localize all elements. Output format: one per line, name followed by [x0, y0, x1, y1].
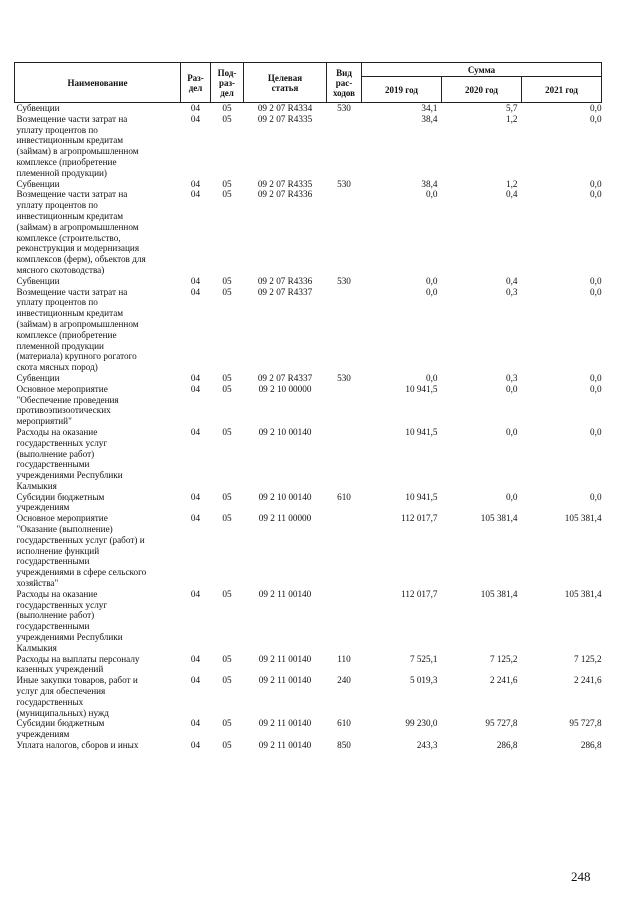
row-vid — [327, 287, 362, 373]
row-razdel: 04 — [190, 178, 201, 189]
row-podrazdel: 05 — [222, 675, 232, 686]
row-podrazdel: 05 — [222, 189, 232, 200]
row-sum-2020: 0,4 — [506, 189, 518, 200]
row-podrazdel: 05 — [222, 588, 232, 599]
row-razdel: 04 — [190, 113, 201, 124]
header-name: Наименование — [15, 63, 181, 103]
table-row — [15, 384, 602, 427]
row-sum-2020: 95 727,8 — [485, 718, 518, 729]
row-podrazdel: 05 — [222, 103, 232, 113]
table-row — [15, 103, 602, 114]
row-vid — [327, 384, 362, 427]
row-vid: 610 — [337, 718, 351, 729]
row-sum-2021: 0,0 — [590, 491, 602, 502]
row-sum-2021: 0,0 — [590, 113, 602, 124]
row-sum-2020: 0,3 — [506, 286, 518, 297]
row-vid: 530 — [337, 103, 351, 113]
row-razdel: 04 — [190, 653, 201, 664]
row-vid: 530 — [337, 372, 351, 383]
row-sum-2019: 0,0 — [426, 275, 438, 286]
header-2019: 2019 год — [362, 77, 442, 103]
row-target: 09 2 07 R4337 — [257, 372, 313, 383]
table-row — [15, 373, 602, 384]
row-sum-2019: 5 019,3 — [409, 675, 438, 686]
row-sum-2021: 0,0 — [590, 372, 602, 383]
row-vid: 610 — [337, 491, 351, 502]
row-vid — [327, 513, 362, 589]
table-row — [15, 427, 602, 492]
row-podrazdel: 05 — [222, 491, 232, 502]
header-2020: 2020 год — [442, 77, 522, 103]
row-target: 09 2 07 R4336 — [257, 275, 313, 286]
row-name: Возмещение части затрат на уплату процентов по инвестиционным кредитам (займам) в агропромышленном комплексе (приобретение племенной продукции (материала) крупного рогатого скота мясных пород) — [16, 286, 139, 373]
row-target: 09 2 11 00140 — [258, 740, 312, 751]
row-target: 09 2 10 00140 — [258, 426, 312, 437]
row-sum-2019: 10 941,5 — [405, 426, 438, 437]
table-row — [15, 513, 602, 589]
row-podrazdel: 05 — [222, 513, 232, 524]
row-name: Уплата налогов, сборов и иных — [16, 740, 139, 751]
header-podrazdel: Под- раз- дел — [211, 63, 244, 103]
row-target: 09 2 11 00140 — [258, 675, 312, 686]
row-podrazdel: 05 — [222, 113, 232, 124]
row-sum-2020: 0,0 — [506, 491, 518, 502]
table-row — [15, 287, 602, 373]
row-vid: 240 — [337, 675, 351, 686]
row-sum-2021: 105 381,4 — [564, 513, 602, 524]
row-sum-2020: 0,0 — [506, 383, 518, 394]
row-razdel: 04 — [190, 426, 201, 437]
row-name: Основное мероприятие "Оказание (выполнение) государственных услуг (работ) и исполнение функций государственными учреждениями в сфере сельского хозяйства" — [16, 513, 147, 589]
row-sum-2019: 10 941,5 — [405, 383, 438, 394]
row-razdel: 04 — [190, 372, 201, 383]
row-sum-2021: 0,0 — [590, 103, 602, 113]
row-sum-2021: 0,0 — [590, 426, 602, 437]
row-sum-2019: 112 017,7 — [401, 588, 438, 599]
row-sum-2020: 105 381,4 — [480, 588, 518, 599]
row-name: Субвенции — [16, 178, 60, 189]
row-target: 09 2 07 R4336 — [257, 189, 313, 200]
row-razdel: 04 — [190, 286, 201, 297]
row-podrazdel: 05 — [222, 178, 232, 189]
row-sum-2019: 38,4 — [421, 178, 438, 189]
row-name: Расходы на оказание государственных услуг (выполнение работ) государственными учреждениями Республики Калмыкия — [16, 588, 123, 653]
header-2021: 2021 год — [522, 77, 602, 103]
row-target: 09 2 07 R4337 — [257, 286, 313, 297]
row-target: 09 2 11 00140 — [258, 718, 312, 729]
table-body — [15, 103, 602, 751]
row-target: 09 2 11 00000 — [258, 513, 312, 524]
header-vid: Вид рас- ходов — [327, 63, 362, 103]
row-target: 09 2 07 R4334 — [257, 103, 313, 113]
row-vid: 850 — [337, 740, 351, 751]
table-row — [15, 740, 602, 751]
row-sum-2019: 0,0 — [426, 189, 438, 200]
row-sum-2021: 7 125,2 — [573, 653, 602, 664]
header-target: Целевая статья — [244, 63, 327, 103]
table-row — [15, 675, 602, 718]
table-row — [15, 114, 602, 179]
row-sum-2021: 0,0 — [590, 275, 602, 286]
header-razdel: Раз- дел — [181, 63, 211, 103]
row-sum-2019: 0,0 — [426, 286, 438, 297]
row-sum-2020: 1,2 — [506, 113, 518, 124]
row-razdel: 04 — [190, 588, 201, 599]
table-row — [15, 179, 602, 190]
row-razdel: 04 — [190, 513, 201, 524]
row-razdel: 04 — [190, 275, 201, 286]
row-target: 09 2 11 00140 — [258, 653, 312, 664]
table-row — [15, 276, 602, 287]
row-sum-2019: 243,3 — [416, 740, 438, 751]
row-target: 09 2 10 00140 — [258, 491, 312, 502]
row-vid — [327, 189, 362, 275]
row-name: Расходы на оказание государственных услуг (выполнение работ) государственными учреждениями Республики Калмыкия — [16, 426, 123, 491]
row-sum-2019: 38,4 — [421, 113, 438, 124]
table-row — [15, 189, 602, 275]
page-number: 248 — [571, 869, 591, 884]
table-row — [15, 654, 602, 676]
row-name: Возмещение части затрат на уплату процентов по инвестиционным кредитам (займам) в агропромышленном комплексе (строительство, реконструкция и модернизация комплексов (ферм), объектов для мясного скотоводства) — [16, 189, 146, 275]
table-header — [15, 63, 602, 103]
table-row — [15, 718, 602, 740]
row-sum-2019: 0,0 — [426, 372, 438, 383]
row-target: 09 2 10 00000 — [258, 383, 312, 394]
row-razdel: 04 — [190, 718, 201, 729]
header-sum: Сумма — [362, 63, 602, 77]
row-sum-2021: 0,0 — [590, 286, 602, 297]
row-sum-2021: 0,0 — [590, 383, 602, 394]
row-razdel: 04 — [190, 383, 201, 394]
row-target: 09 2 07 R4335 — [257, 113, 313, 124]
row-vid — [327, 114, 362, 179]
row-name: Субвенции — [16, 372, 60, 383]
row-name: Расходы на выплаты персоналу казенных учреждений — [16, 653, 140, 675]
table-row — [15, 589, 602, 654]
row-sum-2020: 0,4 — [506, 275, 518, 286]
row-vid: 530 — [337, 275, 351, 286]
row-sum-2021: 95 727,8 — [569, 718, 602, 729]
row-name: Субвенции — [16, 275, 60, 286]
row-name: Субсидии бюджетным учреждениям — [16, 718, 105, 740]
row-podrazdel: 05 — [222, 740, 232, 751]
row-sum-2020: 286,8 — [496, 740, 518, 751]
row-razdel: 04 — [190, 491, 201, 502]
row-vid: 110 — [337, 653, 351, 664]
row-podrazdel: 05 — [222, 372, 232, 383]
row-name: Возмещение части затрат на уплату процентов по инвестиционным кредитам (займам) в агропромышленном комплексе (приобретение племенной продукции) — [16, 113, 139, 178]
row-sum-2021: 286,8 — [580, 740, 602, 751]
row-sum-2020: 0,0 — [506, 426, 518, 437]
row-sum-2020: 7 125,2 — [489, 653, 518, 664]
table-row — [15, 492, 602, 514]
row-sum-2021: 0,0 — [590, 178, 602, 189]
row-name: Иные закупки товаров, работ и услуг для обеспечения государственных (муниципальных) нужд — [16, 675, 138, 718]
row-vid — [327, 427, 362, 492]
row-name: Субсидии бюджетным учреждениям — [16, 491, 105, 513]
row-podrazdel: 05 — [222, 426, 232, 437]
row-sum-2019: 34,1 — [421, 103, 438, 113]
row-podrazdel: 05 — [222, 383, 232, 394]
row-sum-2020: 1,2 — [506, 178, 518, 189]
budget-table — [14, 62, 602, 751]
row-podrazdel: 05 — [222, 275, 232, 286]
row-sum-2020: 0,3 — [506, 372, 518, 383]
row-vid: 530 — [337, 178, 351, 189]
row-podrazdel: 05 — [222, 653, 232, 664]
row-sum-2020: 2 241,6 — [489, 675, 518, 686]
row-target: 09 2 11 00140 — [258, 588, 312, 599]
row-sum-2021: 105 381,4 — [564, 588, 602, 599]
row-podrazdel: 05 — [222, 718, 232, 729]
row-vid — [327, 589, 362, 654]
row-razdel: 04 — [190, 189, 201, 200]
row-sum-2021: 2 241,6 — [573, 675, 602, 686]
row-target: 09 2 07 R4335 — [257, 178, 313, 189]
row-sum-2019: 7 525,1 — [409, 653, 438, 664]
row-sum-2020: 5,7 — [506, 103, 518, 113]
row-name: Основное мероприятие "Обеспечение проведения противоэпизоотических мероприятий" — [16, 383, 119, 427]
row-sum-2019: 10 941,5 — [405, 491, 438, 502]
row-razdel: 04 — [190, 103, 201, 113]
row-name: Субвенции — [16, 103, 60, 113]
row-sum-2019: 112 017,7 — [401, 513, 438, 524]
row-sum-2019: 99 230,0 — [405, 718, 438, 729]
row-razdel: 04 — [190, 675, 201, 686]
row-razdel: 04 — [190, 740, 201, 751]
row-sum-2021: 0,0 — [590, 189, 602, 200]
row-sum-2020: 105 381,4 — [480, 513, 518, 524]
row-podrazdel: 05 — [222, 286, 232, 297]
